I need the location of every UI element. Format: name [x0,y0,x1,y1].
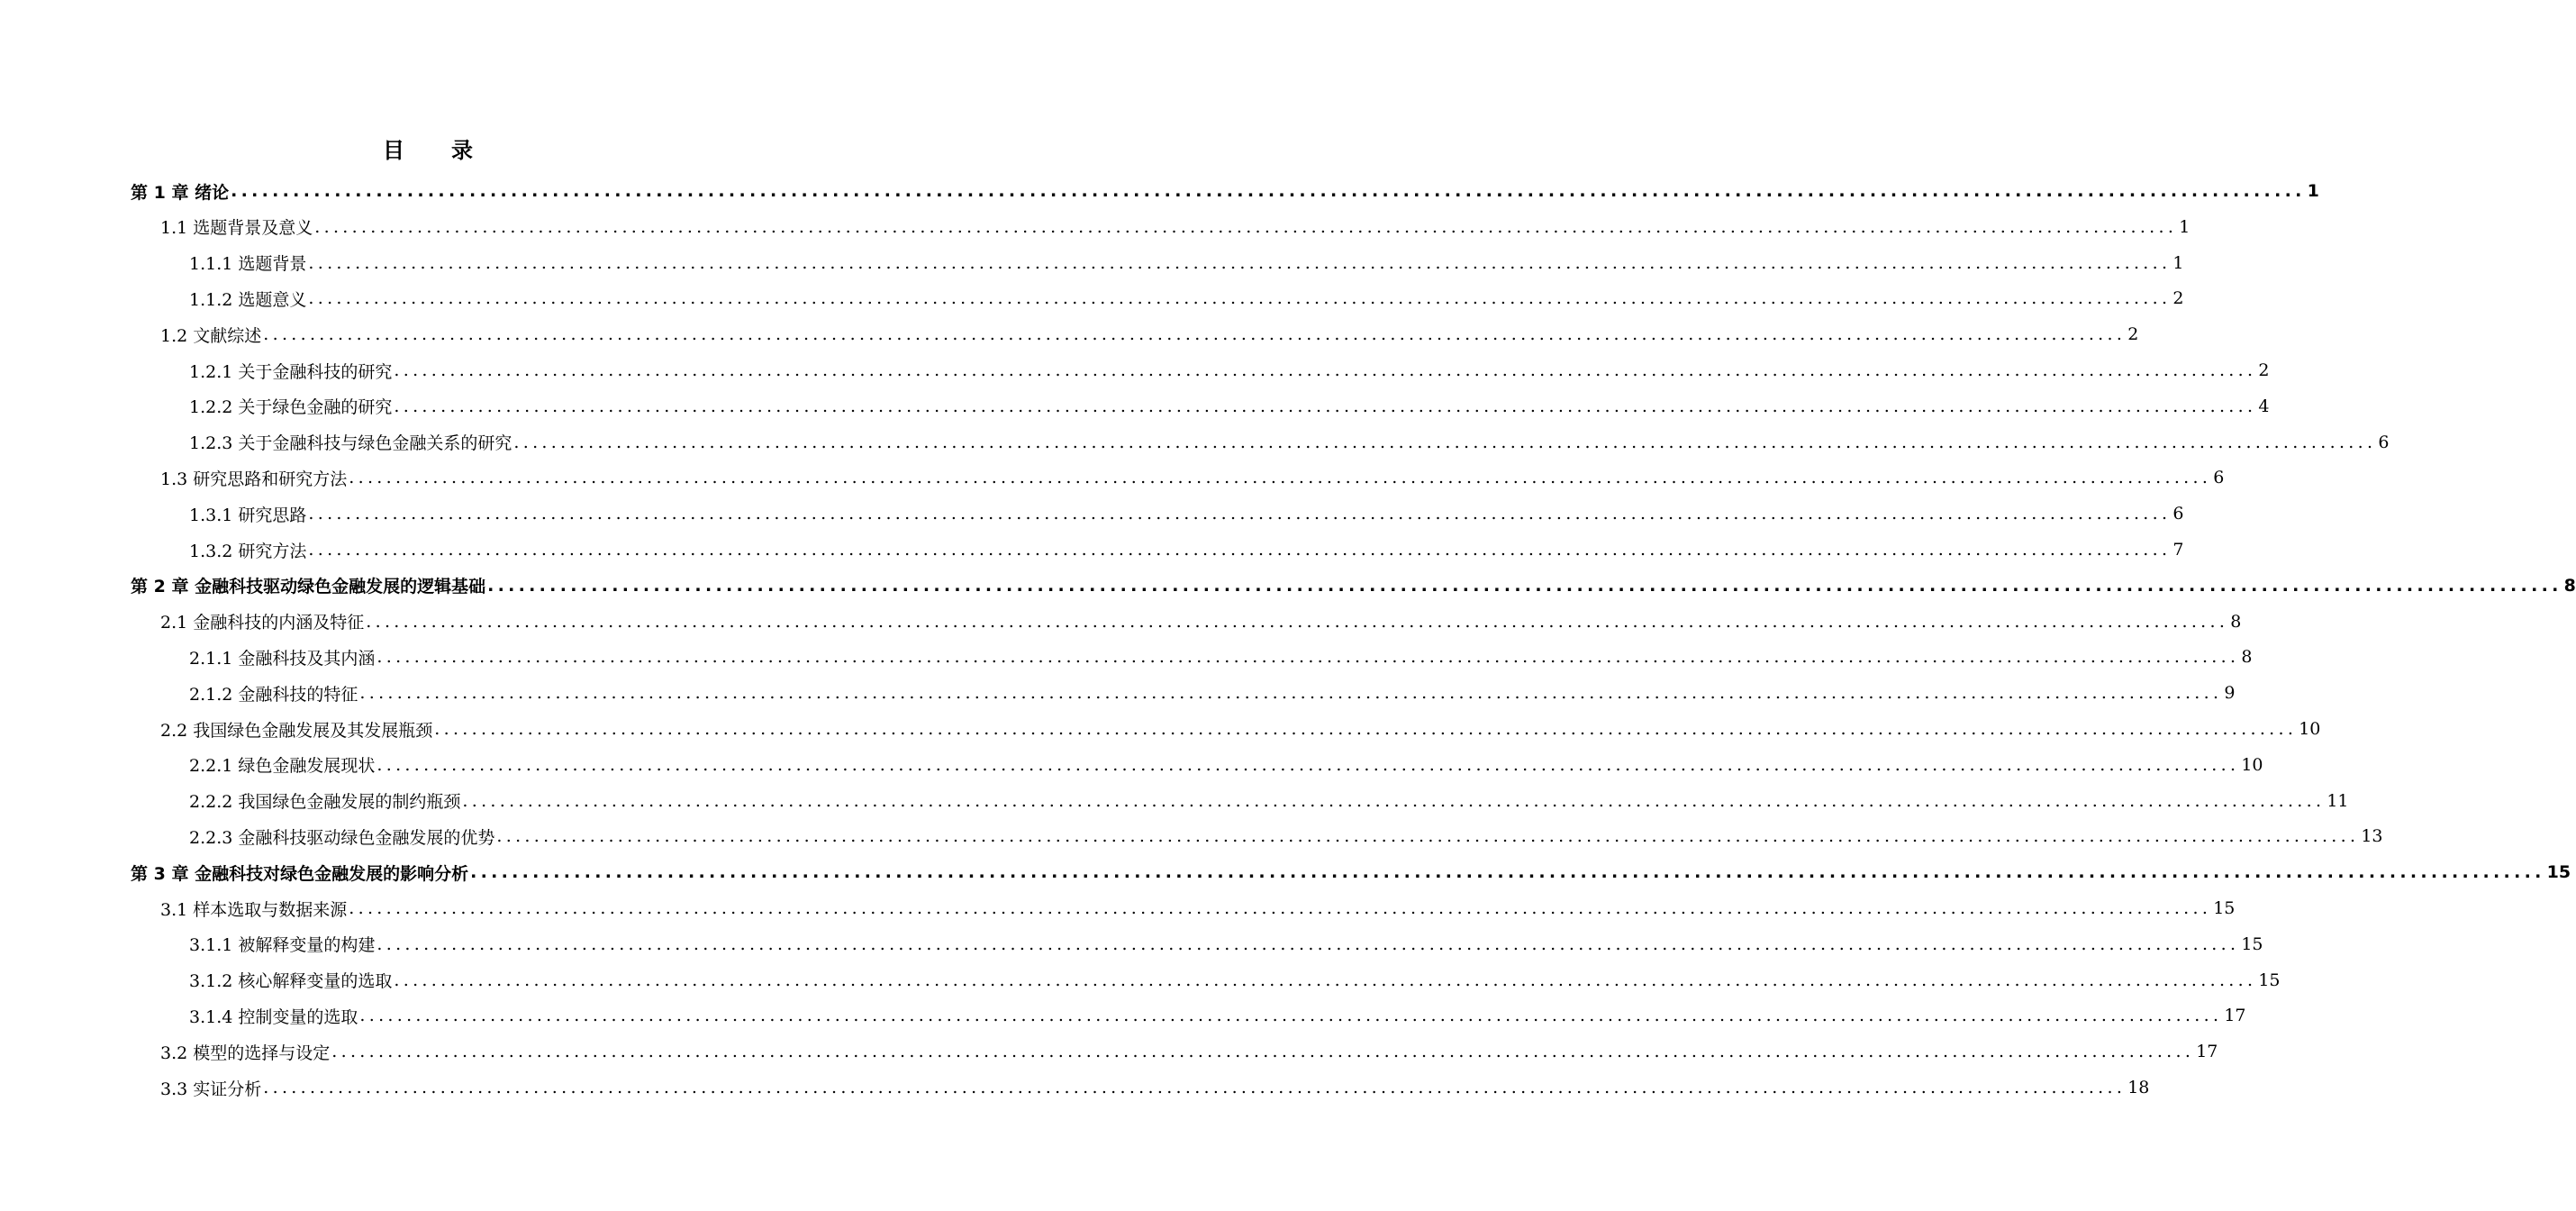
toc-entry-page-number: 13 [2361,826,2383,847]
toc-dot-leader: ........................................................................................................................................................................................................ [263,1078,2127,1097]
toc-dot-leader: ........................................................................................................................................................................................................ [376,754,2240,775]
toc-entry[interactable] [189,818,2383,854]
toc-dot-leader: ........................................................................................................................................................................................................ [376,933,2240,954]
toc-entry-page-number: 8 [2230,611,2242,632]
toc-entry-page-number: 6 [2172,504,2184,524]
toc-entry-label: 1.1.1 选题背景 [189,254,307,275]
toc-entry-page-number: 9 [2224,683,2236,704]
toc-entry-label: 1.3.1 研究思路 [189,505,307,525]
toc-entry[interactable] [189,926,2263,962]
toc-dot-leader: ........................................................................................................................................................................................................ [308,504,2172,524]
toc-entry-page-number: 6 [2213,468,2225,488]
toc-entry[interactable] [160,316,2139,352]
toc-entry-label: 1.2 文献综述 [160,325,262,346]
toc-entry-page-number: 15 [2546,862,2571,883]
toc-entry-page-number: 18 [2127,1078,2150,1097]
toc-entry[interactable] [189,245,2184,281]
toc-entry[interactable] [189,747,2263,783]
toc-entry-label: 2.1.1 金融科技及其内涵 [189,648,376,669]
toc-entry-page-number: 10 [2299,719,2321,739]
toc-entry-page-number: 2 [2172,288,2184,309]
toc-entry-page-number: 6 [2378,432,2390,452]
toc-dot-leader: ........................................................................................................................................................................................................ [263,324,2127,345]
toc-entry[interactable] [160,711,2321,747]
toc-entry-label: 2.2 我国绿色金融发展及其发展瓶颈 [160,720,433,741]
toc-entry-page-number: 8 [2563,575,2576,596]
toc-entry-page-number: 17 [2224,1006,2246,1026]
toc-dot-leader: ........................................................................................................................................................................................................ [394,360,2257,380]
toc-entry-label: 1.2.2 关于绿色金融的研究 [189,397,393,418]
toc-entry[interactable] [189,388,2270,424]
toc-entry-label: 1.3.2 研究方法 [189,541,307,561]
toc-entry[interactable] [160,460,2225,496]
toc-entry[interactable] [189,783,2349,819]
toc-entry-page-number: 15 [2241,933,2263,954]
toc-dot-leader: ........................................................................................................................................................................................................ [462,790,2326,811]
toc-entry[interactable] [189,352,2270,388]
toc-entry-page-number: 1 [2307,181,2319,201]
toc-entry-page-number: 2 [2127,324,2139,345]
page-title-char-1: 目 [383,138,404,163]
toc-dot-leader: ........................................................................................................................................................................................................ [366,611,2229,632]
toc-entry[interactable] [160,1033,2218,1070]
toc-entry-label: 3.1.2 核心解释变量的选取 [189,971,393,992]
toc-entry-label: 第 1 章 绪论 [131,182,230,203]
toc-entry-page-number: 11 [2327,790,2349,811]
toc-entry-label: 3.1.1 被解释变量的构建 [189,935,376,956]
toc-entry[interactable] [189,496,2184,532]
toc-entry-page-number: 2 [2258,360,2270,380]
toc-dot-leader: ........................................................................................................................................................................................................ [470,862,2545,883]
toc-dot-leader: ........................................................................................................................................................................................................ [434,719,2298,739]
toc-entry-label: 2.2.3 金融科技驱动绿色金融发展的优势 [189,827,495,848]
toc-dot-leader: ........................................................................................................................................................................................................ [308,540,2172,560]
toc-dot-leader: ........................................................................................................................................................................................................ [331,1042,2195,1062]
toc-entry[interactable] [131,173,2319,209]
toc-entry[interactable] [160,209,2191,245]
toc-entry-label: 2.1 金融科技的内涵及特征 [160,613,365,633]
toc-entry[interactable] [189,532,2184,568]
toc-entry-label: 1.1 选题背景及意义 [160,218,313,239]
page-title-char-2: 录 [451,138,473,163]
toc-dot-leader: ........................................................................................................................................................................................................ [349,898,2212,918]
toc-dot-leader: ........................................................................................................................................................................................................ [394,970,2257,990]
toc-entry-label: 2.2.1 绿色金融发展现状 [189,756,376,777]
toc-entry-page-number: 4 [2258,396,2270,416]
toc-dot-leader: ........................................................................................................................................................................................................ [487,575,2562,596]
toc-entry-label: 3.3 实证分析 [160,1079,262,1099]
toc-dot-leader: ........................................................................................................................................................................................................ [394,396,2257,416]
toc-entry[interactable] [189,675,2236,711]
toc-entry-page-number: 7 [2172,540,2184,560]
toc-entry-label: 3.2 模型的选择与设定 [160,1043,331,1063]
toc-entry-page-number: 15 [2213,898,2236,918]
toc-entry-page-number: 15 [2258,970,2281,990]
toc-entry[interactable] [189,997,2246,1033]
toc-entry-label: 1.3 研究思路和研究方法 [160,469,348,489]
toc-dot-leader: ........................................................................................................................................................................................................ [496,826,2360,847]
toc-entry[interactable] [160,1070,2150,1106]
toc-entry[interactable] [189,280,2184,316]
toc-dot-leader: ........................................................................................................................................................................................................ [376,647,2240,668]
toc-dot-leader: ........................................................................................................................................................................................................ [349,468,2212,488]
toc-dot-leader: ........................................................................................................................................................................................................ [359,683,2223,704]
toc-entry-page-number: 1 [2179,216,2191,237]
toc-entry[interactable] [160,890,2236,926]
toc-entry-page-number: 8 [2241,647,2253,668]
toc-entry-label: 1.2.1 关于金融科技的研究 [189,361,393,382]
toc-dot-leader: ........................................................................................................................................................................................................ [308,288,2172,309]
toc-entry-page-number: 1 [2172,252,2184,273]
toc-entry-label: 第 3 章 金融科技对绿色金融发展的影响分析 [131,863,469,884]
toc-entry-page-number: 10 [2241,754,2263,775]
toc-entry-label: 2.2.2 我国绿色金融发展的制约瓶颈 [189,792,461,813]
toc-entry-label: 3.1 样本选取与数据来源 [160,899,348,920]
toc-dot-leader: ........................................................................................................................................................................................................ [513,432,2377,452]
toc-dot-leader: ........................................................................................................................................................................................................ [359,1006,2223,1026]
toc-entry-page-number: 17 [2196,1042,2218,1062]
toc-entry-label: 1.1.2 选题意义 [189,289,307,310]
toc-entry[interactable] [189,962,2281,998]
toc-entry[interactable] [189,424,2390,460]
toc-entry[interactable] [160,604,2242,640]
toc-entry-label: 3.1.4 控制变量的选取 [189,1006,358,1027]
toc-entry-label: 2.1.2 金融科技的特征 [189,684,358,705]
toc-entry-label: 1.2.3 关于金融科技与绿色金融关系的研究 [189,433,512,454]
toc-dot-leader: ........................................................................................................................................................................................................ [314,216,2178,237]
toc-dot-leader: ........................................................................................................................................................................................................ [231,181,2306,201]
toc-entry[interactable] [131,568,2576,604]
page-title [0,135,856,166]
toc-entry[interactable] [189,639,2253,675]
toc-entry[interactable] [131,854,2571,890]
toc-dot-leader: ........................................................................................................................................................................................................ [308,252,2172,273]
toc-entry-label: 第 2 章 金融科技驱动绿色金融发展的逻辑基础 [131,577,486,597]
